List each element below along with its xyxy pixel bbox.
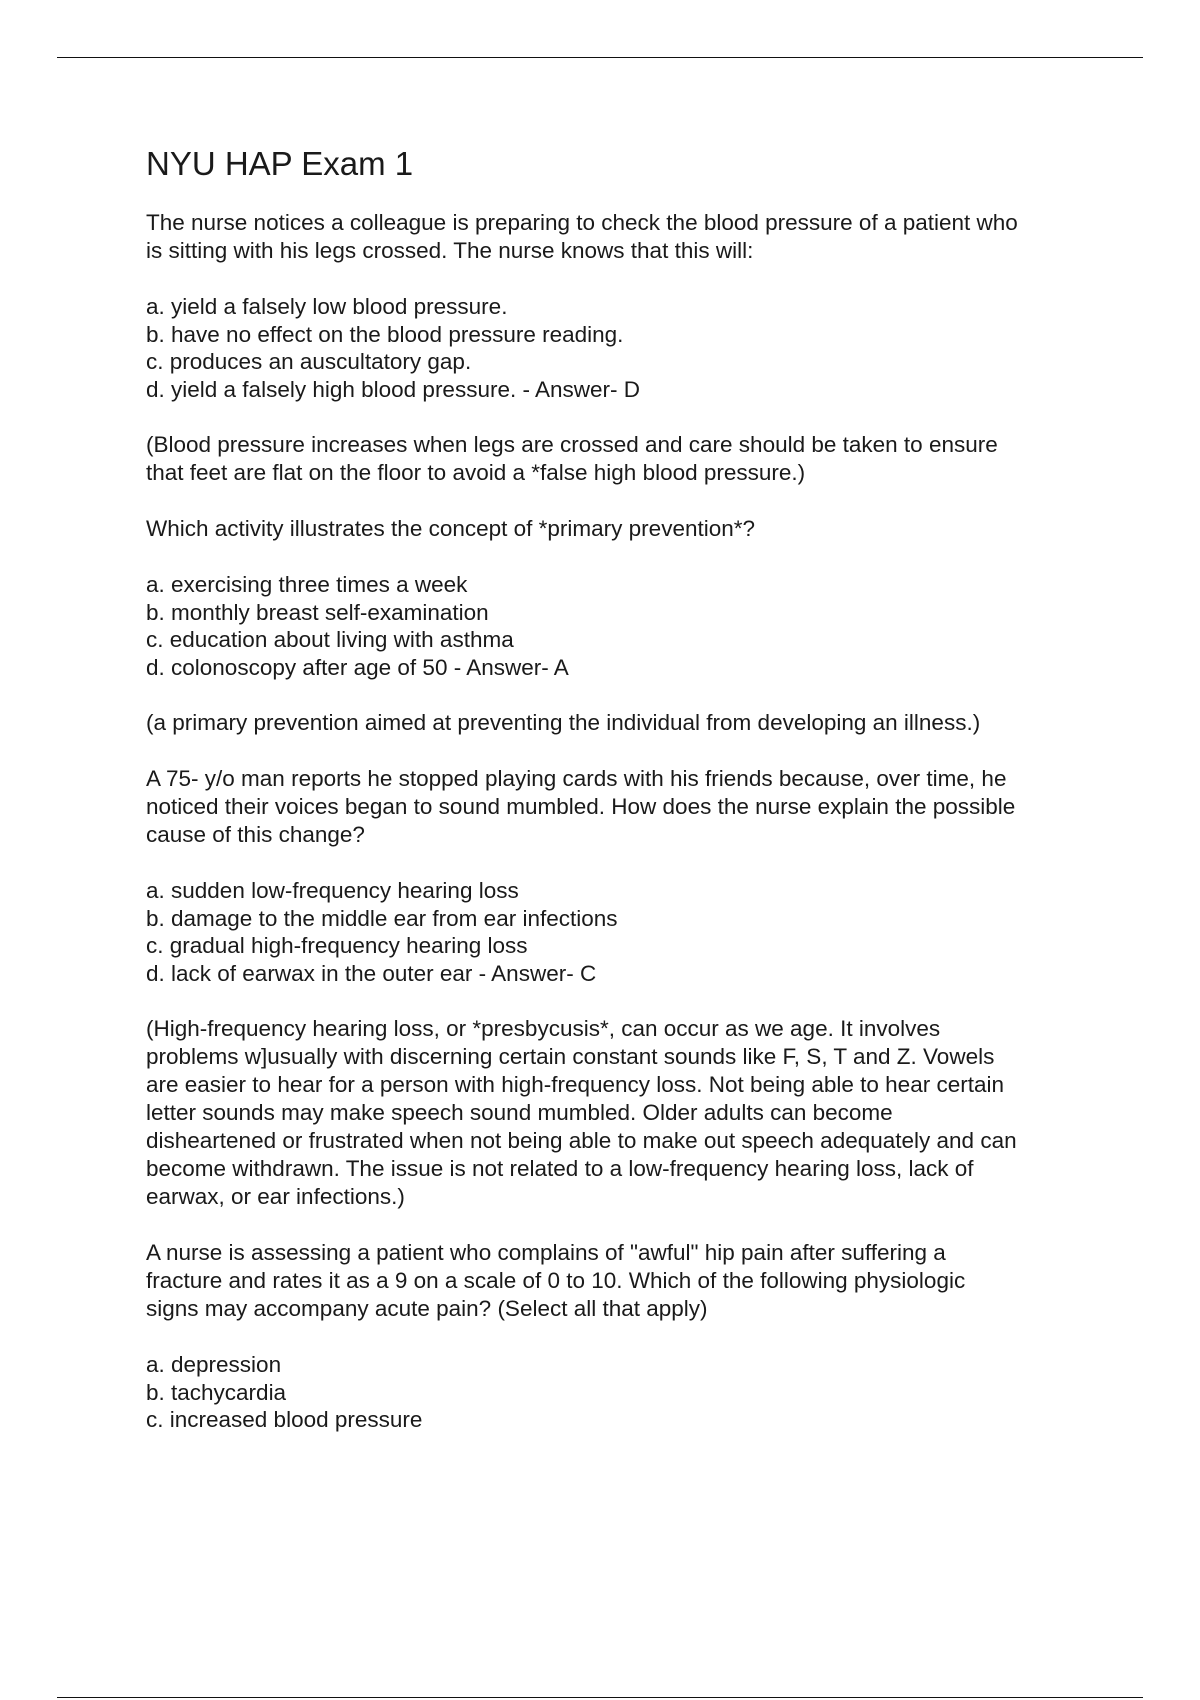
option-d: d. lack of earwax in the outer ear - Answer- C [146, 960, 597, 986]
option-a: a. exercising three times a week [146, 572, 468, 597]
option-d: d. colonoscopy after age of 50 - Answer- A [146, 654, 569, 680]
stem-line: signs may accompany acute pain? (Select all that apply) [146, 1296, 708, 1321]
question-4-stem [146, 1239, 1106, 1323]
explanation-line: problems w]usually with discerning certain constant sounds like F, S, T and Z. Vowels [146, 1044, 995, 1069]
document-title: NYU HAP Exam 1 [146, 145, 414, 182]
explanation-line: that feet are flat on the floor to avoid a *false high blood pressure.) [146, 460, 806, 485]
question-2-stem [146, 515, 1106, 543]
option-c: c. produces an auscultatory gap. [146, 349, 472, 374]
stem-line: A 75- y/o man reports he stopped playing cards with his friends because, over time, he [146, 766, 1007, 791]
question-4-options [146, 1351, 1106, 1434]
option-b: b. tachycardia [146, 1379, 287, 1405]
explanation-line: letter sounds may make speech sound mumbled. Older adults can become [146, 1100, 893, 1125]
option-d: d. yield a falsely high blood pressure. - Answer- D [146, 376, 640, 402]
explanation-line: become withdrawn. The issue is not related to a low-frequency hearing loss, lack of [146, 1156, 974, 1181]
explanation-line: (a primary prevention aimed at preventing the individual from developing an illness.) [146, 710, 981, 735]
question-1-explanation [146, 431, 1106, 487]
explanation-line: are easier to hear for a person with high-frequency loss. Not being able to hear certain [146, 1072, 1004, 1097]
stem-line: is sitting with his legs crossed. The nurse knows that this will: [146, 238, 754, 263]
option-a: a. depression [146, 1352, 282, 1377]
footer-rule [57, 1697, 1143, 1698]
option-a: a. sudden low-frequency hearing loss [146, 878, 519, 903]
stem-line: fracture and rates it as a 9 on a scale of 0 to 10. Which of the following physiologic [146, 1268, 966, 1293]
stem-line: noticed their voices began to sound mumbled. How does the nurse explain the possible [146, 794, 1016, 819]
question-2-explanation [146, 709, 1106, 737]
question-3-stem [146, 765, 1106, 849]
stem-line: cause of this change? [146, 822, 365, 847]
option-c: c. gradual high-frequency hearing loss [146, 933, 528, 958]
question-3-explanation [146, 1015, 1106, 1211]
question-1-options [146, 293, 1106, 403]
option-c: c. education about living with asthma [146, 627, 514, 652]
question-2-options [146, 571, 1106, 681]
explanation-line: disheartened or frustrated when not being able to make out speech adequately and can [146, 1128, 1017, 1153]
option-b: b. damage to the middle ear from ear infections [146, 905, 618, 931]
header-rule [57, 57, 1143, 58]
stem-line: A nurse is assessing a patient who complains of "awful" hip pain after suffering a [146, 1240, 946, 1265]
question-1-stem [146, 209, 1106, 265]
stem-line: The nurse notices a colleague is preparing to check the blood pressure of a patient who [146, 210, 1018, 235]
explanation-line: (High-frequency hearing loss, or *presbycusis*, can occur as we age. It involves [146, 1016, 941, 1041]
explanation-line: (Blood pressure increases when legs are crossed and care should be taken to ensure [146, 432, 998, 457]
stem-line: Which activity illustrates the concept of *primary prevention*? [146, 516, 756, 541]
option-b: b. have no effect on the blood pressure reading. [146, 321, 624, 347]
document-body [146, 140, 1106, 1462]
question-3-options [146, 877, 1106, 987]
option-a: a. yield a falsely low blood pressure. [146, 294, 508, 319]
explanation-line: earwax, or ear infections.) [146, 1184, 405, 1209]
option-b: b. monthly breast self-examination [146, 599, 489, 625]
option-c: c. increased blood pressure [146, 1407, 423, 1432]
